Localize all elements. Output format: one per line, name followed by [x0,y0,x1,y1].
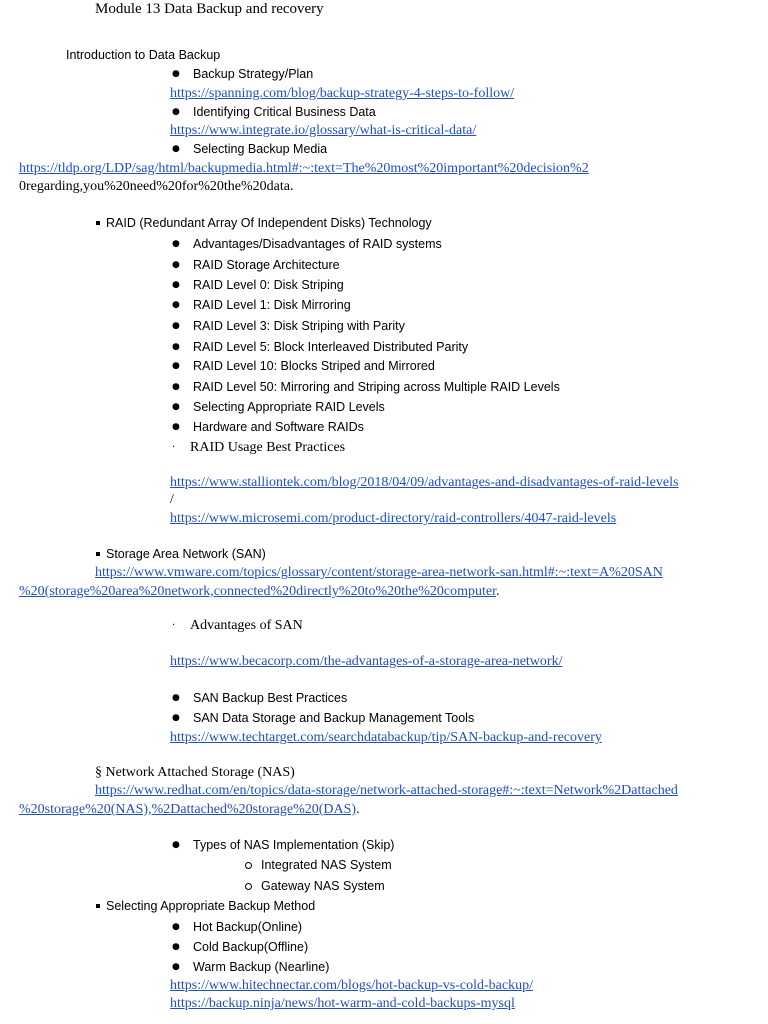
bullet-icon: ● [172,321,180,331]
bullet-icon: ● [172,239,180,249]
page-title: Module 13 Data Backup and recovery [95,1,324,17]
section-mark-icon: § [95,765,102,780]
intro-heading: Introduction to Data Backup [66,48,221,62]
list-item: Hardware and Software RAIDs [193,420,364,434]
link-raid-microsemi[interactable]: https://www.microsemi.com/product-directory/raid-controllers/4047-raid-levels [170,511,617,526]
link-raid-stalliontek[interactable]: https://www.stalliontek.com/blog/2018/04/09/advantages-and-disadvantages-of-raid-levels [170,475,679,490]
nas-heading: Network Attached Storage (NAS) [105,765,295,780]
nas-link-continued-line [19,800,360,818]
list-item: Hot Backup(Online) [193,920,303,934]
link-san-vmware[interactable]: https://www.vmware.com/topics/glossary/content/storage-area-network-san.html#:~:text=A%20SAN [95,565,663,580]
link-nas-redhat-continued[interactable]: %20storage%20(NAS),%2Dattached%20storage%20(DAS) [19,802,357,817]
list-item: RAID Level 0: Disk Striping [193,278,344,292]
link-san-vmware-continued[interactable]: %20(storage%20area%20network,connected%20directly%20to%20the%20computer [19,584,496,599]
bullet-icon: ● [172,107,180,117]
bullet-icon: ● [172,962,180,972]
period: . [356,802,360,817]
san-advantages: Advantages of SAN [190,618,303,633]
list-item: Integrated NAS System [261,858,392,872]
bullet-icon: ● [172,144,180,154]
link-san-becacorp[interactable]: https://www.becacorp.com/the-advantages-of-a-storage-area-network/ [170,654,563,669]
link-backup-strategy[interactable]: https://spanning.com/blog/backup-strategy-4-steps-to-follow/ [170,86,515,101]
list-item: RAID Level 5: Block Interleaved Distributed Parity [193,340,469,354]
list-item: Identifying Critical Business Data [193,105,376,119]
raid-heading: RAID (Redundant Array Of Independent Disks) Technology [106,216,432,230]
circle-bullet-icon [245,862,252,869]
period: . [496,584,500,599]
list-item: RAID Level 1: Disk Mirroring [193,298,351,312]
bullet-icon: ● [172,342,180,352]
circle-bullet-icon [245,883,252,890]
link-backup-media-continued: 0regarding,you%20need%20for%20the%20data. [19,179,294,194]
list-item: RAID Level 3: Disk Striping with Parity [193,319,405,333]
bullet-icon: ● [172,361,180,371]
link-hitechnectar[interactable]: https://www.hitechnectar.com/blogs/hot-backup-vs-cold-backup/ [170,978,534,993]
list-item: Advantages/Disadvantages of RAID systems [193,237,442,251]
link-backup-ninja[interactable]: https://backup.ninja/news/hot-warm-and-cold-backups-mysql [170,996,515,1011]
bullet-icon: ● [172,693,180,703]
square-bullet-icon [96,904,100,908]
bullet-icon: ● [172,280,180,290]
bullet-icon: ● [172,942,180,952]
method-heading: Selecting Appropriate Backup Method [106,899,316,913]
list-item: SAN Backup Best Practices [193,691,348,705]
link-backup-media[interactable]: https://tldp.org/LDP/sag/html/backupmedia.html#:~:text=The%20most%20important%20decision%2 [19,161,589,176]
bullet-icon: ● [172,422,180,432]
link-san-techtarget[interactable]: https://www.techtarget.com/searchdatabackup/tip/SAN-backup-and-recovery [170,730,602,745]
list-item: SAN Data Storage and Backup Management Tools [193,711,475,725]
middle-dot-icon: · [172,620,176,631]
list-item: Cold Backup(Offline) [193,940,309,954]
bullet-icon: ● [172,713,180,723]
bullet-icon: ● [172,300,180,310]
bullet-icon: ● [172,402,180,412]
list-item: Selecting Backup Media [193,142,328,156]
list-item: Selecting Appropriate RAID Levels [193,400,385,414]
bullet-icon: ● [172,840,180,850]
list-item: RAID Level 50: Mirroring and Striping across Multiple RAID Levels [193,380,560,394]
square-bullet-icon [96,552,100,556]
list-item: RAID Level 10: Blocks Striped and Mirrored [193,359,435,373]
san-link-continued-line [19,582,500,600]
list-item: Warm Backup (Nearline) [193,960,330,974]
link-nas-redhat[interactable]: https://www.redhat.com/en/topics/data-storage/network-attached-storage#:~:text=Network%2Dattached [95,783,678,798]
list-item: RAID Storage Architecture [193,258,340,272]
separator-slash: / [170,492,174,507]
bullet-icon: ● [172,382,180,392]
bullet-icon: ● [172,69,180,79]
link-critical-data[interactable]: https://www.integrate.io/glossary/what-is-critical-data/ [170,123,477,138]
san-heading: Storage Area Network (SAN) [106,547,266,561]
middle-dot-icon: · [172,442,176,453]
list-item: Backup Strategy/Plan [193,67,314,81]
list-item: Gateway NAS System [261,879,385,893]
nas-heading-line [95,764,295,781]
square-bullet-icon [96,221,100,225]
bullet-icon: ● [172,922,180,932]
nas-types: Types of NAS Implementation (Skip) [193,838,395,852]
raid-best-practices: RAID Usage Best Practices [190,440,346,455]
bullet-icon: ● [172,260,180,270]
